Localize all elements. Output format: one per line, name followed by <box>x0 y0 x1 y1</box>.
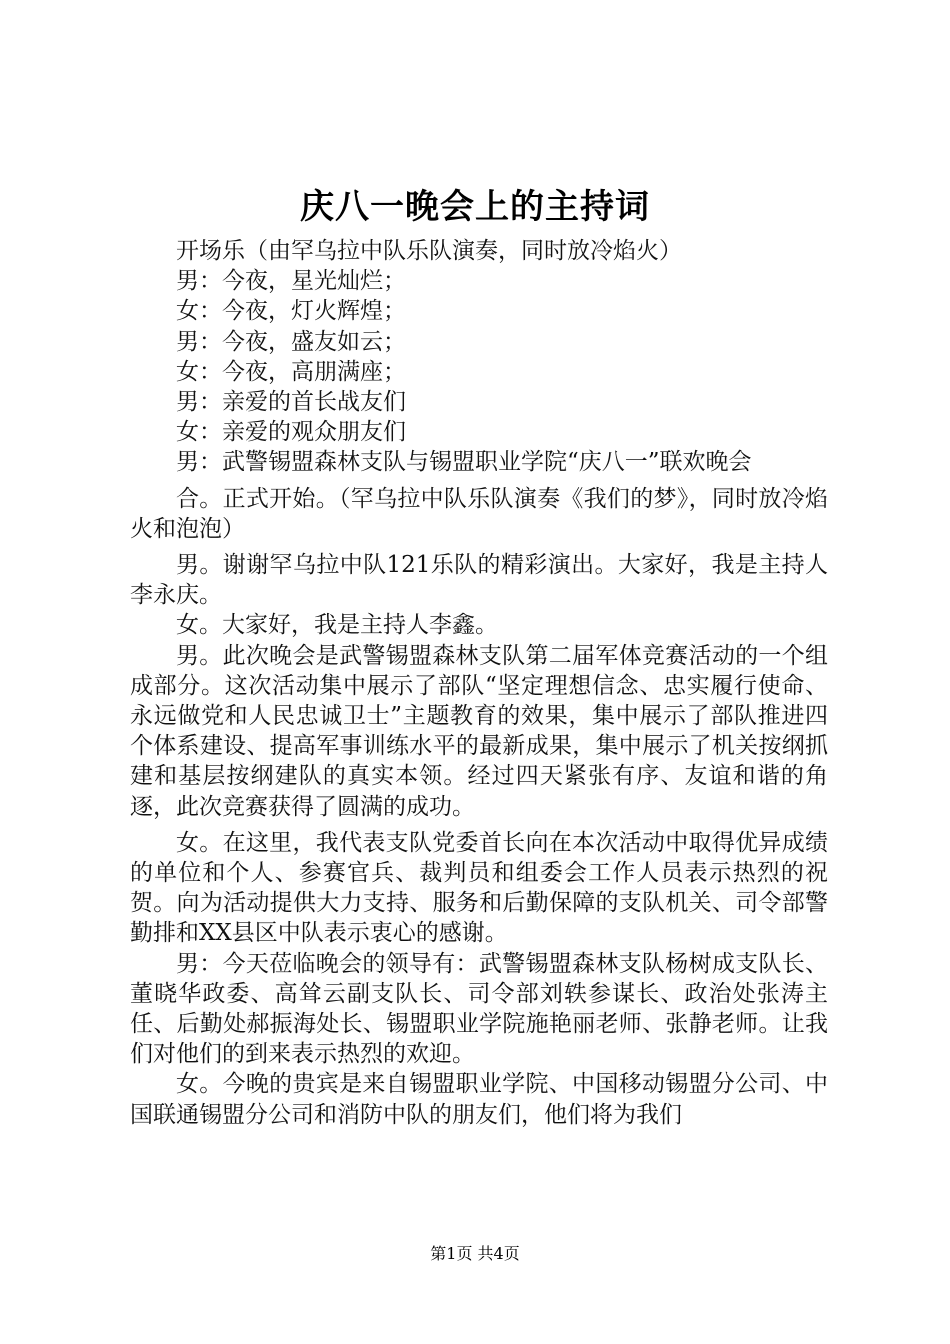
paragraph: 女。今晚的贵宾是来自锡盟职业学院、中国移动锡盟分公司、中国联通锡盟分公司和消防中队的朋友们，他们将为我们 <box>130 1071 828 1128</box>
paragraph: 开场乐（由罕乌拉中队乐队演奏，同时放冷焰火） <box>176 238 682 264</box>
paragraph: 男：亲爱的首长战友们 <box>176 389 406 416</box>
paragraph: 女：今夜，高朋满座； <box>176 358 406 385</box>
paragraph: 男：今夜，星光灿烂； <box>176 268 406 295</box>
paragraph: 男。此次晚会是武警锡盟森林支队第二届军体竞赛活动的一个组成部分。这次活动集中展示了部队“坚定理想信念、忠实履行使命、永远做党和人民忠诚卫士”主题教育的效果，集中展示了部队推进四个体系建设、提高军事训练水平的最新成果，集中展示了机关按纲抓建和基层按纲建队的真实本领。经过四天紧张有序、友谊和谐的角逐，此次竞赛获得了圆满的成功。 <box>130 642 828 820</box>
paragraph: 男：今天莅临晚会的领导有：武警锡盟森林支队杨树成支队长、董晓华政委、高耸云副支队长、司令部刘轶参谋长、政治处张涛主任、后勤处郝振海处长、锡盟职业学院施艳丽老师、张静老师。让我们对他们的到来表示热烈的欢迎。 <box>130 950 828 1068</box>
paragraph: 男。谢谢罕乌拉中队121乐队的精彩演出。大家好，我是主持人李永庆。 <box>130 552 828 609</box>
paragraph: 女：今夜，灯火辉煌； <box>176 298 406 325</box>
paragraph: 男：武警锡盟森林支队与锡盟职业学院“庆八一”联欢晚会 <box>176 449 752 476</box>
paragraph: 女：亲爱的观众朋友们 <box>176 419 406 446</box>
paragraph: 女。大家好，我是主持人李鑫。 <box>176 612 498 639</box>
paragraph: 合。正式开始。（罕乌拉中队乐队演奏《我们的梦》，同时放冷焰火和泡泡） <box>130 485 828 542</box>
document-title: 庆八一晚会上的主持词 <box>300 187 650 227</box>
paragraph: 女。在这里，我代表支队党委首长向在本次活动中取得优异成绩的单位和个人、参赛官兵、裁判员和组委会工作人员表示热烈的祝贺。向为活动提供大力支持、服务和后勤保障的支队机关、司令部警勤排和XX县区中队表示衷心的感谢。 <box>130 829 828 947</box>
page-number-footer: 第1页 共4页 <box>430 1244 520 1263</box>
document-body <box>130 236 828 1130</box>
paragraph: 男：今夜，盛友如云； <box>176 328 406 355</box>
